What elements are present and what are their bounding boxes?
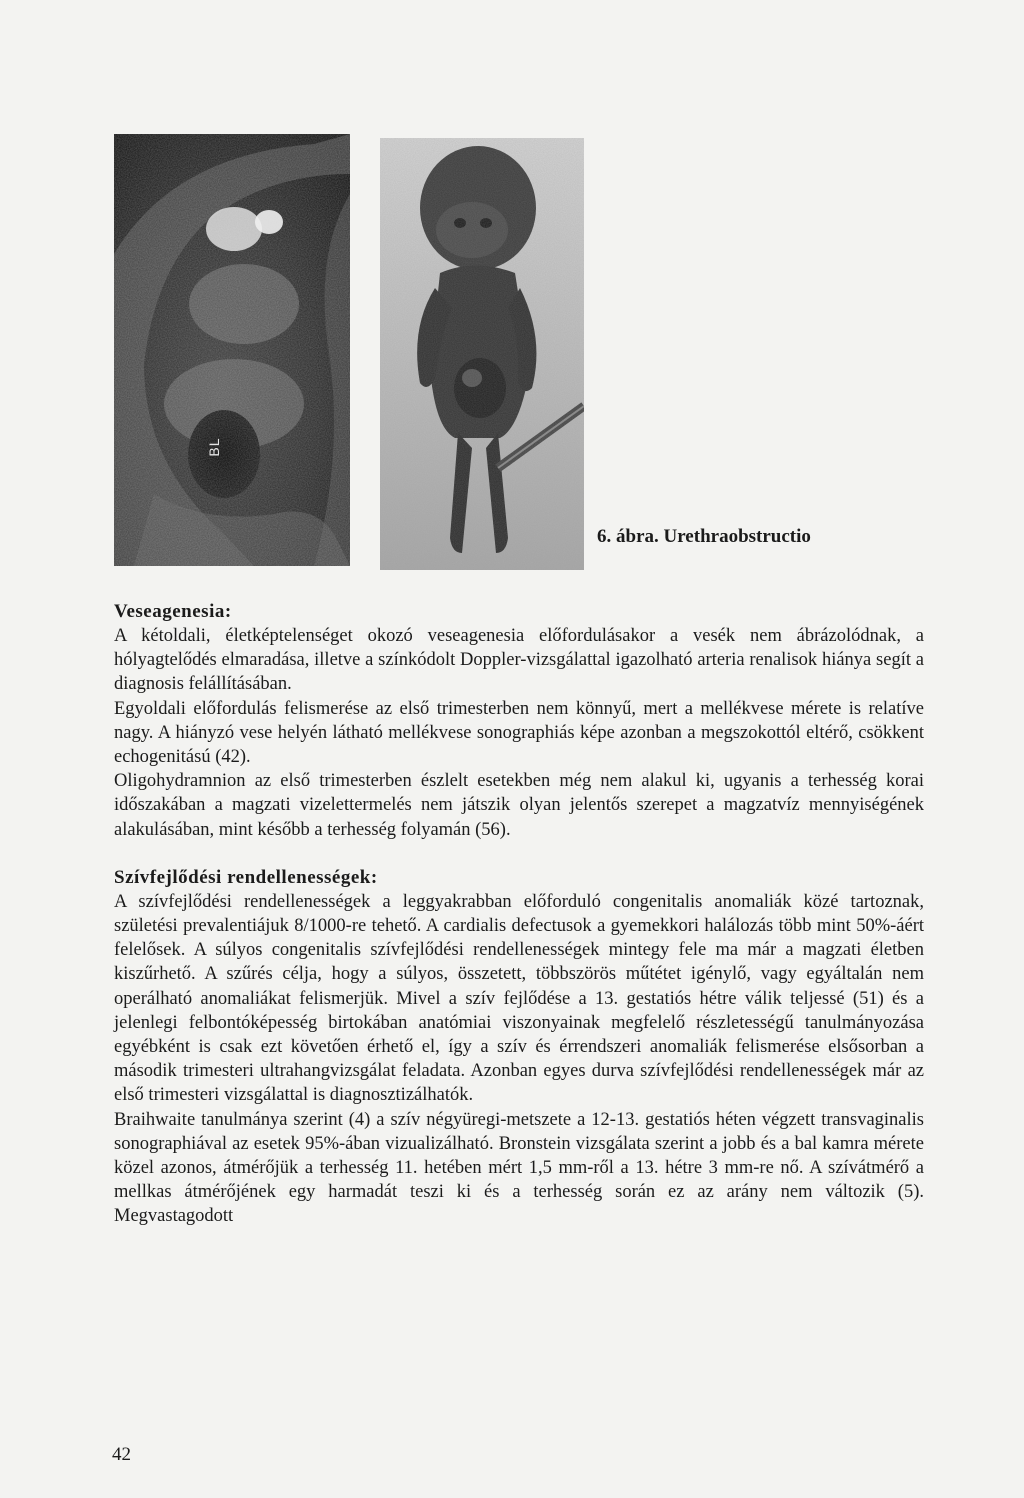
section-heading-szivfejlodesi: Szívfejlődési rendellenességek: (114, 866, 378, 888)
paragraph: Egyoldali előfordulás felismerése az első trimesterben nem könnyű, mert a mellékvese mérete is relatíve nagy. A hiányzó vese helyén látható mellékvese sonographiás képe azonban a megszokottól eltérő, csökkent echogenitású (42). (114, 698, 924, 768)
paragraph: A szívfejlődési rendellenességek a leggyakrabban előforduló congenitalis anomaliák közé tartoznak, születési prevalentiájuk 8/1000-re tehető. A cardialis defectusok a gyemekkori halálozás több mint 50%-áért felelősek. A súlyos congenitalis szívfejlődési rendellenességek mintegy fele ma már a magzati életben kiszűrhető. A szűrés célja, hogy a súlyos, összetett, többszörös műtétet igénylő, vagy egyáltalán nem operálható anomaliákat felismerjük. Mivel a szív fejlődése a 13. gestatiós hétre válik teljessé (51) és a jelenlegi felbontóképesség birtokában anatómiai viszonyainak megfelelő részletességű tanulmányozása egyébként is csak ezt követően érhető el, így a szív és érrendszeri anomaliák felismerése elsősorban a második trimesteri ultrahangvizsgálat feladata. Azonban egyes durva szívfejlődési rendellenességek már az első trimesteri vizsgálattal is diagnosztizálhatók. (114, 891, 924, 1106)
section-heading-veseagenesia: Veseagenesia: (114, 601, 232, 622)
specimen-photo (380, 138, 584, 570)
page-body (114, 600, 924, 1229)
ultrasound-bladder-label: BL (206, 437, 222, 457)
paragraph: Oligohydramnion az első trimesterben észlelt esetekben még nem alakul ki, ugyanis a terhesség korai időszakában a magzati vizelettermelés nem játszik olyan jelentős szerepet a magzatvíz mennyiségének alakulásában, mint később a terhesség folyamán (56). (114, 771, 924, 840)
paragraph: Braihwaite tanulmánya szerint (4) a szív négyüregi-metszete a 12-13. gestatiós héten végzett transvaginalis sonographiával az esetek 95%-ában vizualizálható. Bronstein vizsgálata szerint a jobb és a bal kamra mérete közel azonos, átmérőjük a terhesség 11. hetében mért 1,5 mm-ről a 13. hétre 3 mm-re nő. A szívátmérő a mellkas átmérőjének egy harmadát teszi ki és a terhesség során ez az arány nem változik (5). Megvastagodott (114, 1109, 924, 1227)
figure-caption: 6. ábra. Urethraobstructio (597, 526, 811, 547)
paragraph: A kétoldali, életképtelenséget okozó veseagenesia előfordulásakor a vesék nem ábrázolódnak, a hólyagtelődés elmaradása, illetve a színkódolt Doppler-vizsgálattal igazolható arteria renalisok hiánya segít a diagnosis felállításában. (114, 626, 924, 695)
section-spacer (114, 842, 924, 866)
ultrasound-image (114, 134, 350, 566)
figure-6 (108, 134, 988, 570)
ultrasound-scan-graphic (114, 134, 350, 566)
page-number: 42 (112, 1444, 131, 1465)
fetus-specimen-graphic (380, 138, 584, 570)
